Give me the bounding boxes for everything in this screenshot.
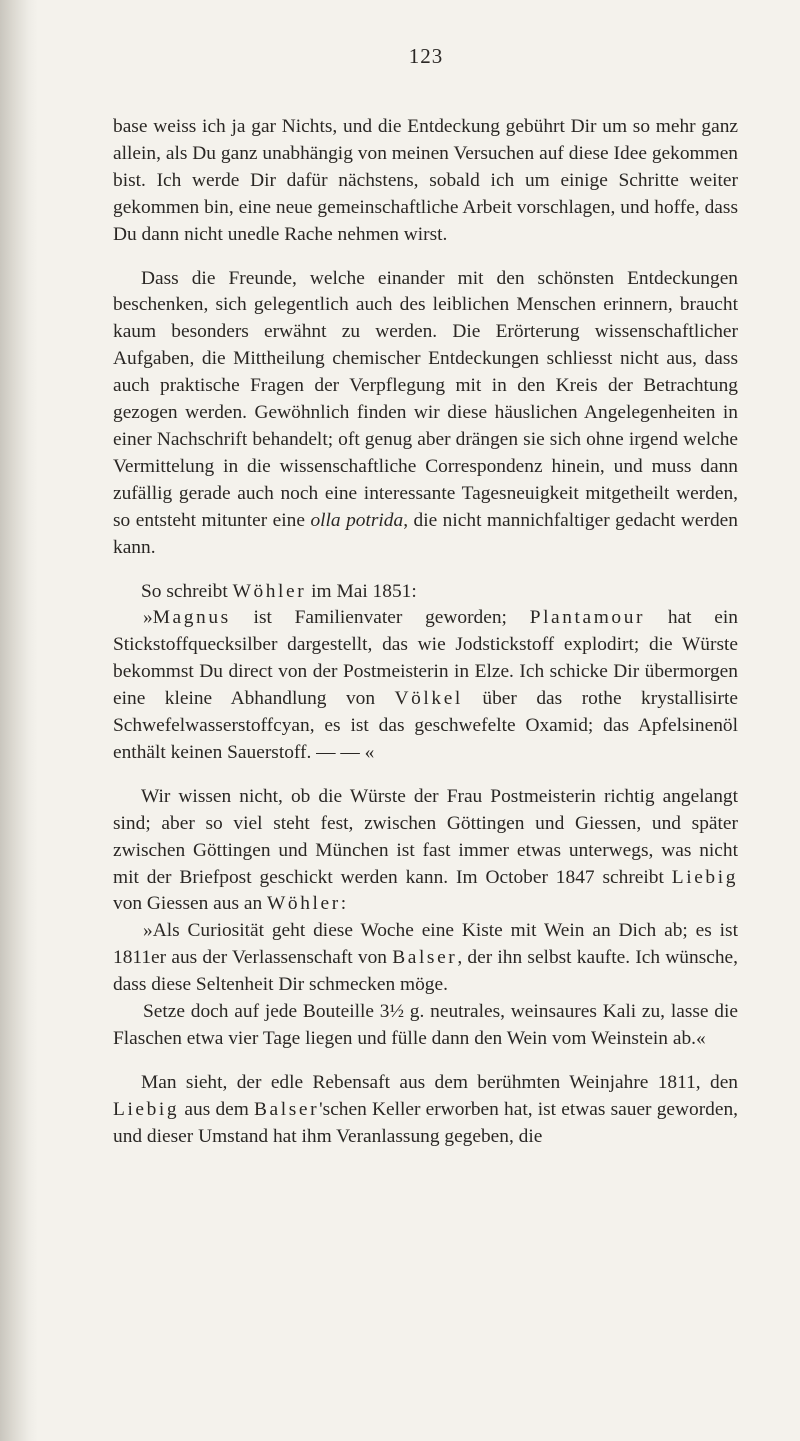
quote-mark: »	[143, 607, 153, 629]
paragraph-8	[113, 1070, 738, 1151]
paragraph-2	[113, 266, 738, 562]
paragraph-2-text: Dass die Freunde, welche einander mit den schönsten Entdeckungen beschenken, sich gelegentlich auch des leiblichen Menschen erinnern, braucht kaum besonders erwähnt zu werden. Die Erörterung wissenschaftlicher Aufgaben, die Mittheilung chemischer Entdeckungen schliesst nicht aus, dass auch praktische Fragen der Verpflegung mit in den Kreis der Betrachtung gezogen werden. Gewöhnlich finden wir diese häuslichen Angelegenheiten in einer Nachschrift behandelt; oft genug aber drängen sie sich ohne irgend welche Vermittelung in die wissenschaftliche Correspondenz hinein, und muss dann zufällig gerade auch noch eine interessante Tagesneuigkeit mitgetheilt werden, so entsteht mitunter eine	[113, 267, 738, 531]
person-name: Liebig	[671, 866, 738, 888]
paragraph-3	[113, 579, 738, 606]
italic-phrase: olla potrida	[310, 509, 404, 531]
person-name: Plantamour	[529, 607, 646, 629]
person-name: Völkel	[394, 688, 463, 710]
paragraph-3-text-end: im Mai 1851:	[306, 580, 417, 602]
paragraph-3-text: So schreibt	[141, 580, 233, 602]
quote-text: , der ihn selbst kaufte. Ich wünsche, dass diese Seltenheit Dir schmecken möge.	[113, 947, 739, 996]
quote-3: Setze doch auf jede Bouteille 3½ g. neutrales, weinsaures Kali zu, lasse die Flaschen etwa vier Tage liegen und fülle dann den Wein vom Weinstein ab.«	[113, 1001, 738, 1049]
person-name: Balser	[392, 947, 458, 969]
quote-1	[113, 605, 738, 766]
paragraph-8-text: aus dem	[179, 1098, 255, 1120]
paragraph-5-text: von Giessen aus an	[113, 893, 268, 915]
person-name: Balser	[254, 1098, 320, 1120]
paragraph-2-text-end: , die nicht mannichfaltiger gedacht werden kann.	[113, 509, 738, 558]
quote-text: »Als Curiosität geht diese Woche eine Kiste mit Wein an Dich ab; es ist 1811er aus der Verlassenschaft von	[113, 920, 738, 969]
paragraph-8-text: 'schen Keller erworben hat, ist etwas sauer geworden, und dieser Umstand hat ihm Veranlassung gegeben, die	[113, 1098, 738, 1147]
person-name: Magnus	[152, 607, 231, 629]
quote-text: hat ein Stickstoffquecksilber dargestellt, das wie Jodstickstoff explodirt; die Würste bekommst Du direct von der Postmeisterin in Elze. Ich schicke Dir übermorgen eine kleine Abhandlung von	[113, 607, 738, 710]
quote-2	[113, 918, 738, 999]
quote-text: über das rothe krystallisirte Schwefelwasserstoffcyan, es ist das geschwefelte Oxamid; das Apfelsinenöl enthält keinen Sauerstoff. — — «	[113, 688, 738, 763]
page-edge-shadow	[0, 0, 38, 1441]
quote-text: ist Familienvater geworden;	[230, 607, 530, 629]
paragraph-5-text: Wir wissen nicht, ob die Würste der Frau Postmeisterin richtig angelangt sind; aber so viel steht fest, zwischen Göttingen und Giessen, und später zwischen Göttingen und München ist fast immer etwas unterwegs, was nicht mit der Briefpost geschickt werden kann. Im October 1847 schreibt	[113, 785, 738, 888]
person-name: Liebig	[113, 1098, 180, 1120]
page-number: 123	[408, 44, 444, 68]
body-text	[113, 114, 738, 1151]
paragraph-5-text: :	[340, 893, 347, 915]
person-name: Wöhler	[267, 893, 341, 915]
paragraph-1: base weiss ich ja gar Nichts, und die Entdeckung gebührt Dir um so mehr ganz allein, als Du ganz unabhängig von meinen Versuchen auf diese Idee gekommen bist. Ich werde Dir dafür nächstens, sobald ich um einige Schritte weiter gekommen bin, eine neue gemeinschaftliche Arbeit vorschlagen, und hoffe, dass Du dann nicht unedle Rache nehmen wirst.	[113, 116, 738, 245]
paragraph-5	[113, 784, 738, 919]
paragraph-8-text: Man sieht, der edle Rebensaft aus dem berühmten Weinjahre 1811, den	[141, 1071, 738, 1093]
person-name: Wöhler	[232, 580, 307, 602]
